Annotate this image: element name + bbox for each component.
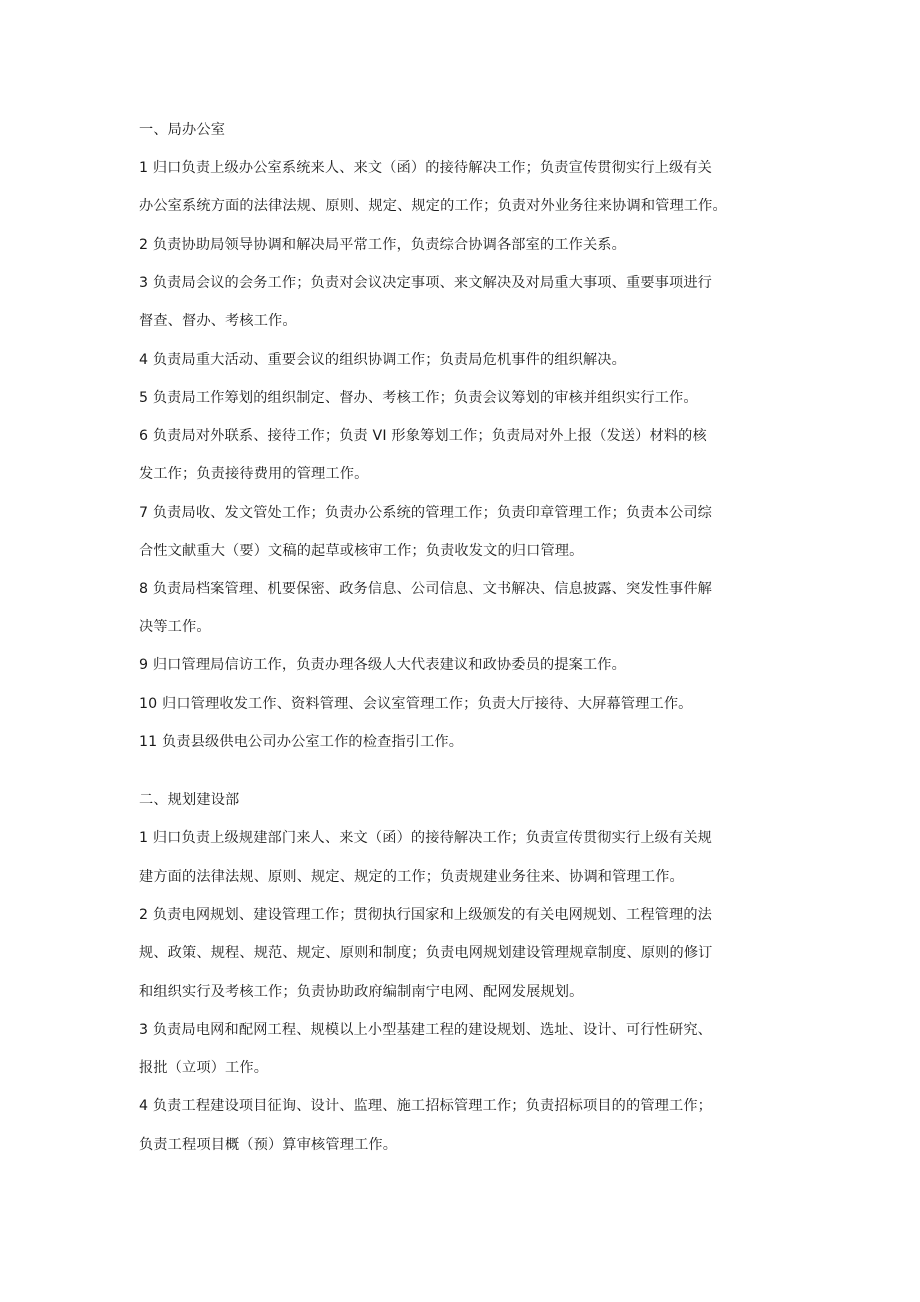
- section-heading-planning: 二、规划建设部: [139, 792, 240, 808]
- section-heading-office: 一、局办公室: [139, 122, 226, 138]
- paragraph-line: 督查、督办、考核工作。: [139, 313, 297, 329]
- paragraph-line: 规、政策、规程、规范、规定、原则和制度；负责电网规划建设管理规章制度、原则的修订: [139, 945, 713, 961]
- paragraph-line: 7 负责局收、发文管处工作；负责办公系统的管理工作；负责印章管理工作；负责本公司综: [139, 505, 713, 521]
- paragraph-line: 9 归口管理局信访工作，负责办理各级人大代表建议和政协委员的提案工作。: [139, 657, 626, 673]
- paragraph-line: 3 负责局电网和配网工程、规模以上小型基建工程的建设规划、选址、设计、可行性研究、: [139, 1022, 713, 1038]
- paragraph-line: 和组织实行及考核工作；负责协助政府编制南宁电网、配网发展规划。: [139, 984, 584, 1000]
- paragraph-line: 4 负责工程建设项目征询、设计、监理、施工招标管理工作；负责招标项目的的管理工作；: [139, 1098, 713, 1114]
- paragraph-line: 办公室系统方面的法律法规、原则、规定、规定的工作；负责对外业务往来协调和管理工作。: [139, 198, 727, 214]
- paragraph-line: 报批（立项）工作。: [139, 1060, 269, 1076]
- paragraph-line: 5 负责局工作筹划的组织制定、督办、考核工作；负责会议筹划的审核并组织实行工作。: [139, 390, 698, 406]
- paragraph-line: 发工作；负责接待费用的管理工作。: [139, 466, 369, 482]
- paragraph-line: 2 负责协助局领导协调和解决局平常工作，负责综合协调各部室的工作关系。: [139, 237, 626, 253]
- paragraph-line: 2 负责电网规划、建设管理工作；贯彻执行国家和上级颁发的有关电网规划、工程管理的法: [139, 907, 713, 923]
- paragraph-line: 决等工作。: [139, 619, 211, 635]
- paragraph-line: 10 归口管理收发工作、资料管理、会议室管理工作；负责大厅接待、大屏幕管理工作。: [139, 696, 693, 712]
- paragraph-line: 3 负责局会议的会务工作；负责对会议决定事项、来文解决及对局重大事项、重要事项进行: [139, 275, 713, 291]
- paragraph-line: 建方面的法律法规、原则、规定、规定的工作；负责规建业务往来、协调和管理工作。: [139, 869, 684, 885]
- paragraph-line: 11 负责县级供电公司办公室工作的检查指引工作。: [139, 734, 464, 750]
- paragraph-line: 8 负责局档案管理、机要保密、政务信息、公司信息、文书解决、信息披露、突发性事件解: [139, 581, 713, 597]
- paragraph-line: 1 归口负责上级规建部门来人、来文（函）的接待解决工作；负责宣传贯彻实行上级有关规: [139, 830, 713, 846]
- paragraph-line: 4 负责局重大活动、重要会议的组织协调工作；负责局危机事件的组织解决。: [139, 352, 626, 368]
- paragraph-line: 合性文献重大（要）文稿的起草或核审工作；负责收发文的归口管理。: [139, 543, 584, 559]
- paragraph-line: 1 归口负责上级办公室系统来人、来文（函）的接待解决工作；负责宣传贯彻实行上级有关: [139, 160, 713, 176]
- paragraph-line: 负责工程项目概（预）算审核管理工作。: [139, 1137, 398, 1153]
- paragraph-line: 6 负责局对外联系、接待工作；负责 VI 形象筹划工作；负责局对外上报（发送）材料的核: [139, 428, 707, 444]
